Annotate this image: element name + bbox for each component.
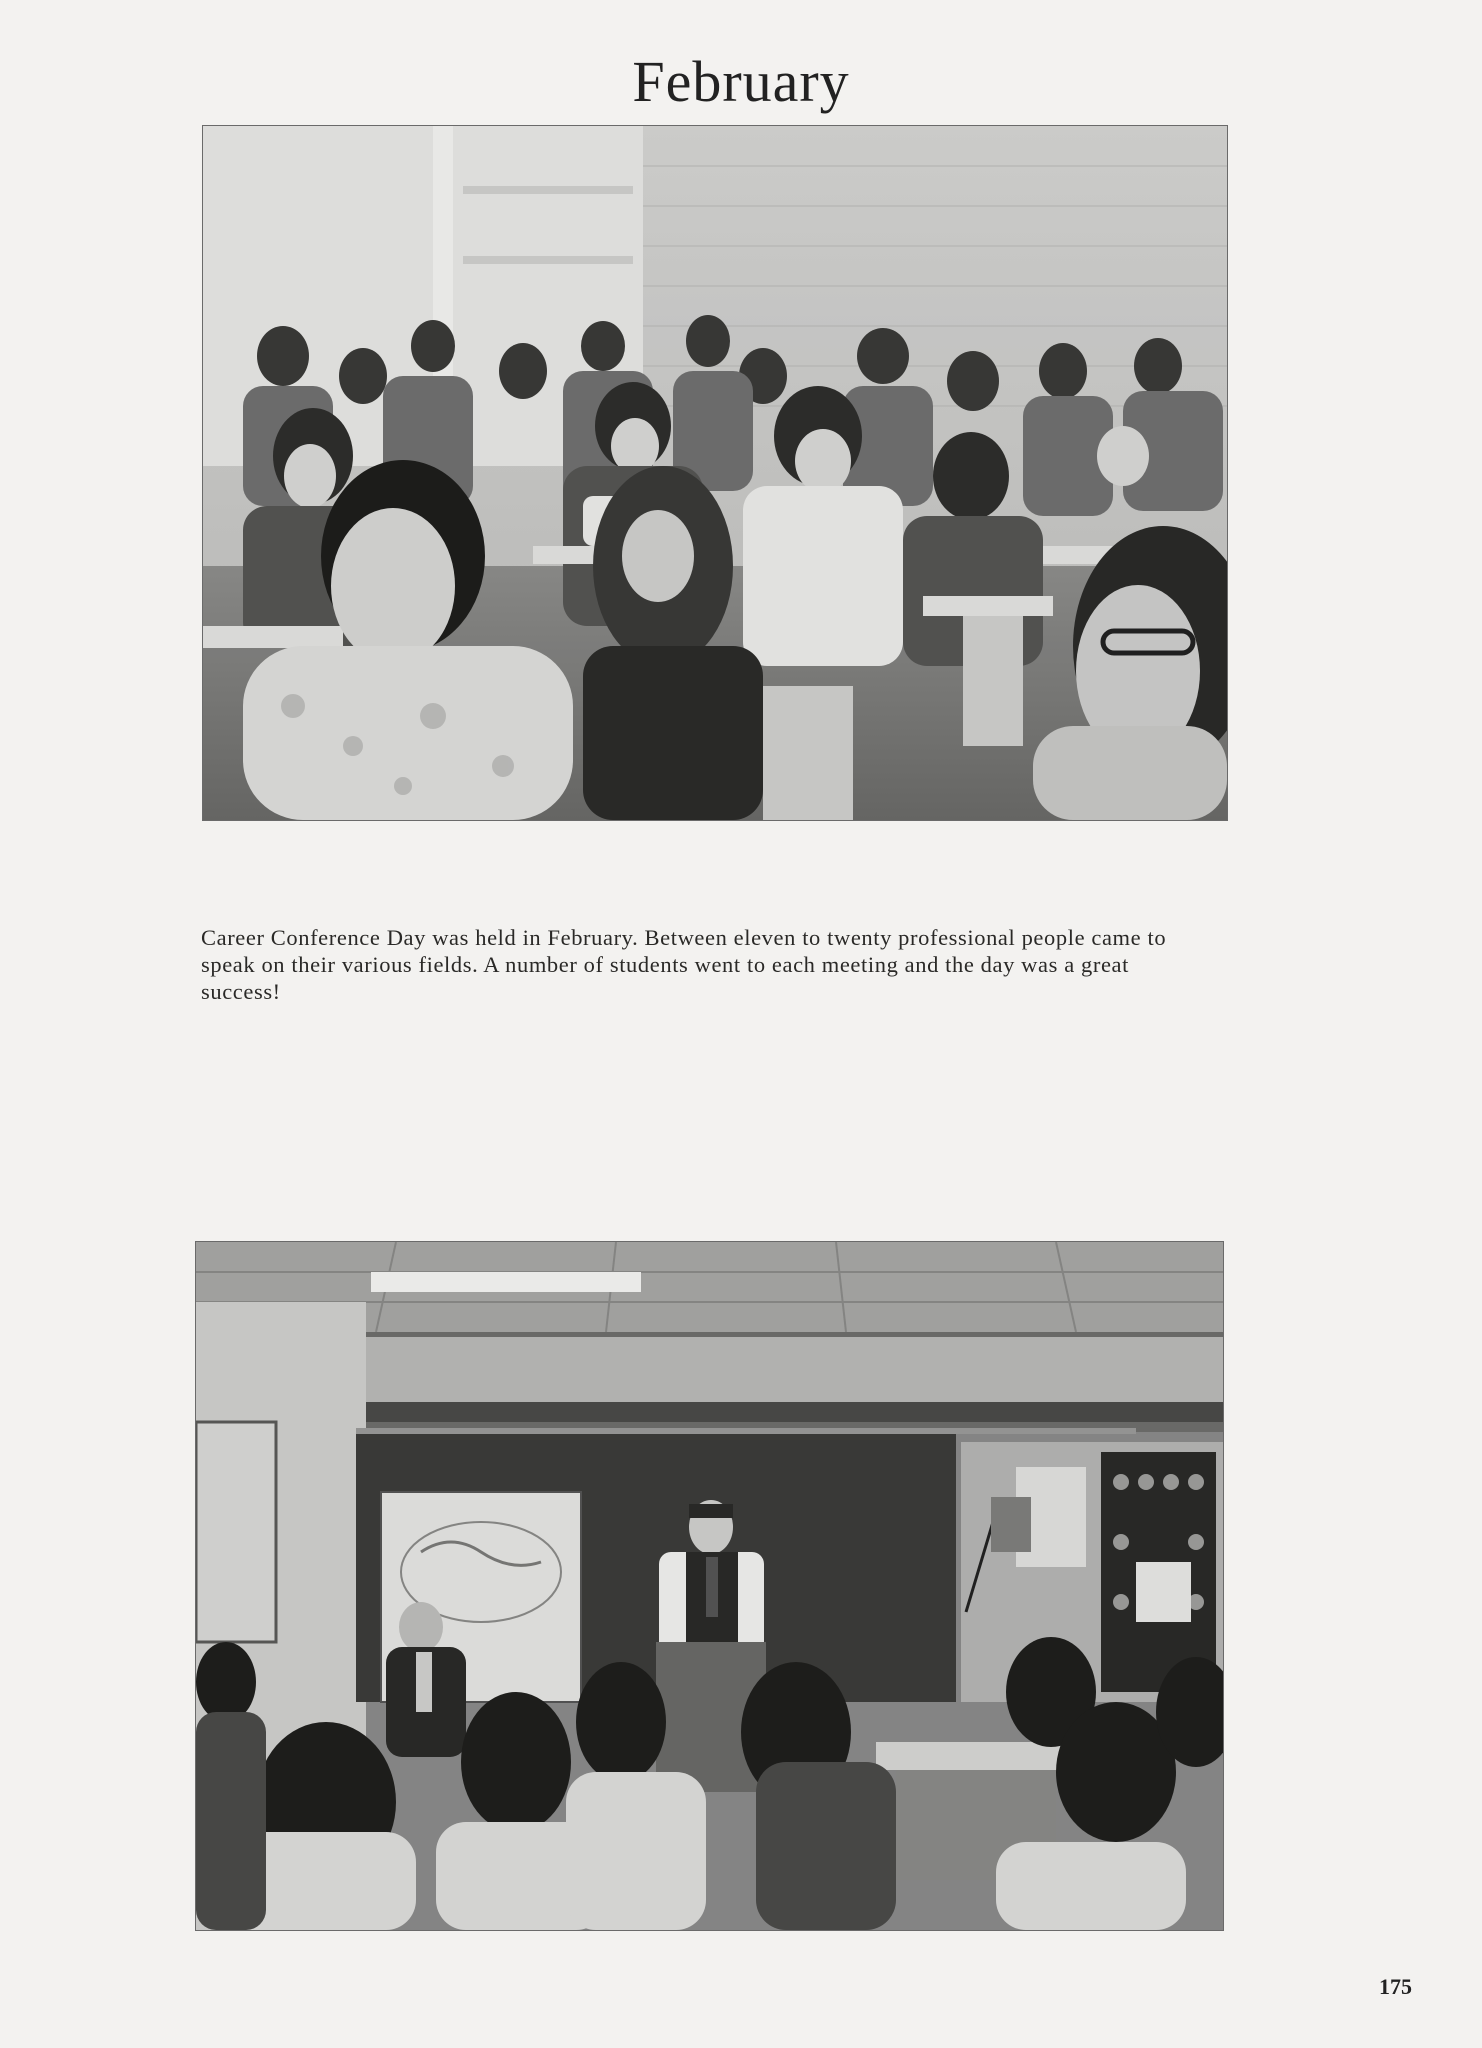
speaker-classroom-photo <box>196 1242 1223 1930</box>
classroom-students-photo <box>203 126 1227 820</box>
photo-caption: Career Conference Day was held in February. Between eleven to twenty professional people came to speak on their various fields. A number of students went to each meeting and the day was a great success! <box>201 925 1167 1004</box>
page-title: February <box>632 49 850 114</box>
page-number: 175 <box>1379 1974 1412 1999</box>
